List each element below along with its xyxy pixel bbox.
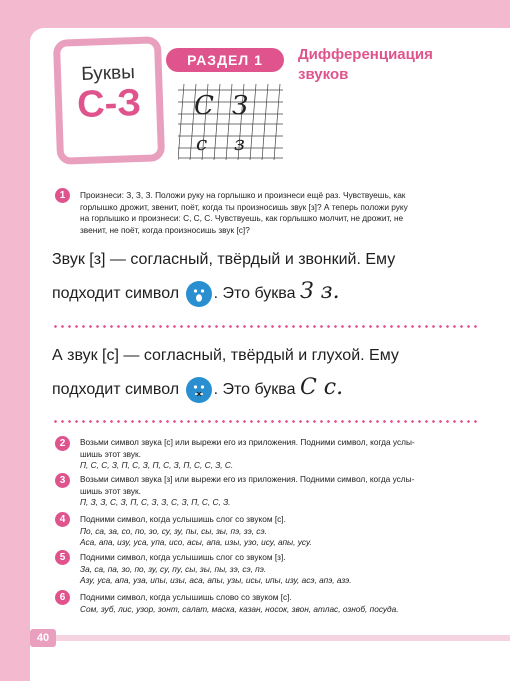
rule-s-letters: С с. (299, 375, 344, 400)
rule-s-post: . Это буква (213, 381, 296, 398)
task-number: 6 (55, 590, 70, 605)
task-sequence: Азу, уса, апа, уза, ипы, изы, аса, апы, узы, исы, ипы, изу, асэ, апэ, азэ. (80, 575, 352, 585)
voiceless-symbol-icon (186, 377, 212, 403)
task-line: Возьми символ звука [з] или вырежи его из приложения. Подними символ, когда услы- (80, 474, 415, 484)
copybook-letter-c-upper: С (194, 91, 214, 121)
bottom-strip (56, 635, 510, 641)
task-line: на горлышко и произнеси: С, С, С. Чувствуешь, как горлышко молчит, не дрожит, не (80, 213, 404, 223)
task-6-text (80, 592, 478, 615)
task-line: Подними символ, когда услышишь слово со звуком [с]. (80, 592, 292, 602)
task-number: 3 (55, 473, 70, 488)
letters-badge (53, 36, 165, 165)
rule-z-line1: Звук [з] — согласный, твёрдый и звонкий. Ему (52, 251, 396, 268)
task-line: звенит, не поёт, когда произносишь звук [с]? (80, 224, 250, 235)
task-line: Произнеси: З, З, З. Положи руку на горлышко и произнеси ещё раз. Чувствуешь, как (80, 190, 406, 200)
copybook-letter-z-upper: З (232, 91, 249, 121)
task-number: 4 (55, 512, 70, 527)
badge-word: Буквы (80, 62, 136, 85)
task-2-text (80, 437, 478, 472)
badge-letters: С-З (76, 81, 142, 127)
rule-z-pre: подходит символ (52, 285, 180, 302)
task-line: шишь этот звук. (80, 485, 141, 496)
task-number: 5 (55, 550, 70, 565)
task-5-text (80, 552, 478, 587)
task-number: 2 (55, 436, 70, 451)
section-title-line1: Дифференциация (298, 46, 433, 63)
section-label: РАЗДЕЛ 1 (166, 48, 284, 72)
rule-s-line2 (52, 372, 478, 406)
rule-z-line2 (52, 276, 478, 310)
task-1-text (80, 190, 478, 236)
task-sequence: За, са, па, зо, по, зу, су, пу, сы, зы, пы, зэ, сэ, пэ. (80, 563, 267, 574)
rule-s-line1: А звук [с] — согласный, твёрдый и глухой. Ему (52, 347, 399, 364)
copybook-letter-z-lower: з (234, 131, 245, 155)
rule-z-letters: З з. (299, 279, 340, 304)
task-sequence: По, са, за, со, по, зо, су, зу, пы, сы, зы, пэ, зэ, сэ. (80, 525, 267, 536)
task-sequence: Сом, зуб, лис, узор, зонт, салат, маска, казан, носок, звон, атлас, озноб, посуда. (80, 603, 399, 614)
task-sequence: П, З, З, С, З, П, С, З, З, С, З, П, С, С, З. (80, 497, 231, 507)
task-sequence: П, С, С, З, П, С, З, П, С, З, П, С, С, З, С. (80, 460, 234, 470)
rule-s-pre: подходит символ (52, 381, 180, 398)
copybook-grid (178, 84, 283, 160)
dotted-divider (52, 420, 478, 423)
task-sequence: Аса, апа, изу, уса, упа, исо, асы, апа, изы, узо, ису, апы, усу. (80, 537, 312, 547)
task-line: Возьми символ звука [с] или вырежи его из приложения. Подними символ, когда услы- (80, 437, 415, 447)
section-title (298, 45, 478, 85)
task-number: 1 (55, 188, 70, 203)
copybook-letter-c-lower: с (196, 131, 208, 155)
rule-s (52, 340, 478, 406)
task-line: Подними символ, когда услышишь слог со звуком [з]. (80, 552, 286, 562)
rule-z (52, 244, 478, 310)
rule-z-post: . Это буква (213, 285, 296, 302)
page-number: 40 (30, 629, 56, 647)
task-line: шишь этот звук. (80, 448, 141, 459)
section-title-line2: звуков (298, 66, 349, 83)
task-line: Подними символ, когда услышишь слог со звуком [с]. (80, 514, 286, 524)
voiced-symbol-icon (186, 281, 212, 307)
dotted-divider (52, 325, 478, 328)
task-line: горлышко дрожит, звенит, поёт, когда ты произносишь звук [з]? А теперь положи руку (80, 201, 408, 212)
task-4-text (80, 514, 478, 549)
task-3-text (80, 474, 478, 509)
